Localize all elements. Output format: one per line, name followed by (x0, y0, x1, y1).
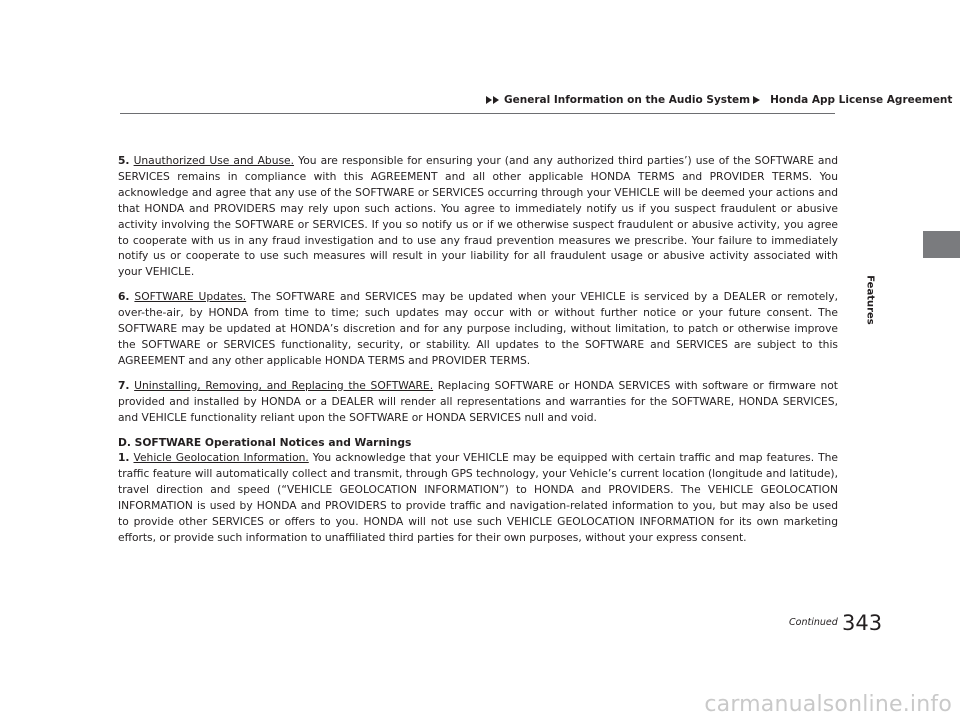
item-number: 1. (118, 451, 130, 465)
section-d-heading: D. SOFTWARE Operational Notices and Warnings (118, 435, 412, 449)
page-number: 343 (842, 611, 883, 635)
continued-label: Continued (789, 617, 838, 628)
section-tab (923, 231, 960, 258)
item-number: 7. (118, 378, 130, 392)
breadcrumb (486, 94, 952, 106)
breadcrumb-item-audio-system[interactable]: General Information on the Audio System (504, 94, 751, 106)
page-content (118, 153, 838, 555)
item-number: 6. (118, 290, 130, 304)
arrow-right-icon (752, 95, 768, 105)
double-arrow-icon (486, 95, 502, 105)
item-body: The SOFTWARE and SERVICES may be updated when your VEHICLE is serviced by a DEALER or remotely, over-the-air, by HONDA from time to time; such updates may occur with or without further notice or your future consent. The SOFTWARE may be updated at HONDA’s discretion and for any purpose including, without limitation, to patch or otherwise improve the SOFTWARE or SERVICES functionality, security, or stability. All updates to the SOFTWARE and SERVICES are subject to this AGREEMENT and any other applicable HONDA TERMS and PROVIDER TERMS. (118, 290, 838, 367)
item-title: SOFTWARE Updates. (134, 290, 247, 304)
item-number: 5. (118, 154, 130, 167)
paragraph-6 (118, 289, 838, 369)
item-title: Vehicle Geolocation Information. (133, 451, 309, 465)
paragraph-7 (118, 378, 838, 426)
paragraph-5 (118, 153, 838, 280)
section-label-text: Features (864, 275, 876, 325)
item-body: Replacing SOFTWARE or HONDA SERVICES with software or firmware not provided and installed by HONDA or a DEALER will render all representations and warranties for the SOFTWARE, HONDA SERVICES, and VEHICLE functionality reliant upon the SOFTWARE or HONDA SERVICES null and void. (118, 378, 838, 424)
section-d-paragraph-1 (118, 450, 838, 545)
item-title: Unauthorized Use and Abuse. (133, 154, 295, 167)
breadcrumb-item-license-agreement[interactable]: Honda App License Agreement (770, 94, 953, 106)
watermark: carmanualsonline.info (704, 692, 952, 717)
header-rule (120, 113, 835, 114)
section-label (864, 270, 876, 330)
item-body: You are responsible for ensuring your (and any authorized third parties’) use of the SOFTWARE and SERVICES remains in compliance with this AGREEMENT and all other applicable HONDA TERMS and PROVIDER TERMS. You acknowledge and agree that any use of the SOFTWARE or SERVICES occurring through your VEHICLE will be deemed your actions and that HONDA and PROVIDERS may rely upon such actions. You agree to immediately notify us if you suspect fraudulent or abusive activity involving the SOFTWARE or SERVICES. If you so notify us or if we otherwise suspect fraudulent or abusive activity, you agree to cooperate with us in any fraud investigation and to use any fraud prevention measures we prescribe. Your failure to immediately notify us or cooperate to use such measures will result in your liability for all fraudulent usage or abusive activity associated with your VEHICLE. (118, 154, 839, 279)
item-title: Uninstalling, Removing, and Replacing the SOFTWARE. (134, 378, 434, 392)
item-body: You acknowledge that your VEHICLE may be equipped with certain traffic and map features. The traffic feature will automatically collect and transmit, through GPS technology, your Vehicle’s current location (longitude and latitude), travel direction and speed (“VEHICLE GEOLOCATION INFORMATION”) to HONDA and PROVIDERS. The VEHICLE GEOLOCATION INFORMATION is used by HONDA and PROVIDERS to provide traffic and navigation-related information to you, but may also be used to provide other SERVICES or offers to you. HONDA will not use such VEHICLE GEOLOCATION INFORMATION for its own marketing efforts, or provide such information to unaffiliated third parties for their own purposes, without your express consent. (118, 451, 838, 544)
